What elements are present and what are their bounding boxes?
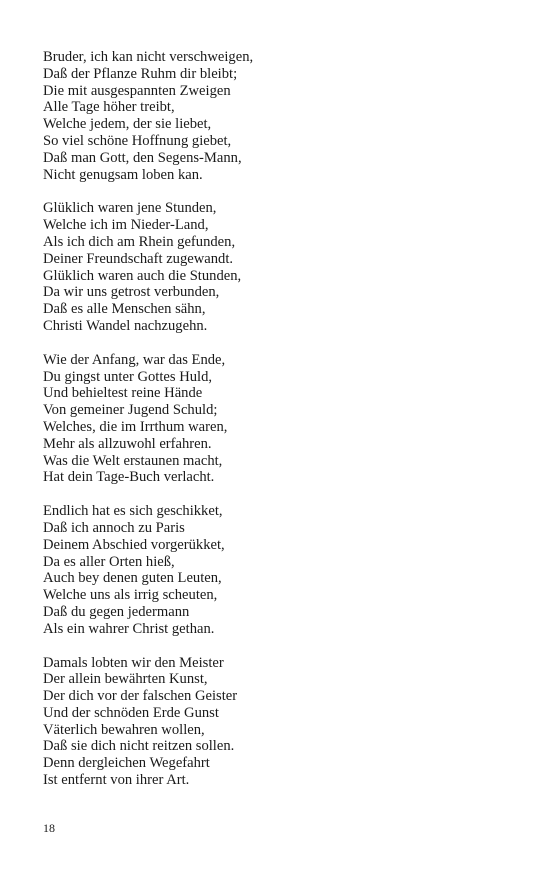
verse-line: So viel schöne Hoffnung giebet,: [43, 132, 232, 149]
verse-line: Damals lobten wir den Meister: [43, 654, 224, 671]
verse-line: Der allein bewährten Kunst,: [43, 671, 208, 688]
verse-line: Deinem Abschied vorgerükket,: [43, 536, 225, 553]
verse-line: Endlich hat es sich geschikket,: [43, 503, 223, 520]
verse-line: Glüklich waren jene Stunden,: [43, 200, 217, 217]
verse-line: Daß es alle Menschen sähn,: [43, 301, 206, 318]
verse-line: Glüklich waren auch die Stunden,: [43, 267, 242, 284]
verse-line: Daß der Pflanze Ruhm dir bleibt;: [43, 65, 238, 82]
verse-line: Daß du gegen jedermann: [43, 603, 190, 620]
verse-line: Väterlich bewahren wollen,: [43, 721, 205, 738]
verse-line: Nicht genugsam loben kan.: [43, 166, 203, 183]
stanza-5: [43, 655, 513, 789]
verse-line: Und behieltest reine Hände: [43, 385, 203, 402]
verse-line: Da es aller Orten hieß,: [43, 553, 175, 570]
verse-line: Daß ich annoch zu Paris: [43, 519, 185, 536]
verse-line: Bruder, ich kan nicht verschweigen,: [43, 49, 254, 65]
verse-line: Die mit ausgespannten Zweigen: [43, 82, 231, 99]
page-number: 18: [43, 821, 55, 835]
verse-line: Als ich dich am Rhein gefunden,: [43, 233, 236, 250]
verse-line: Von gemeiner Jugend Schuld;: [43, 402, 218, 419]
verse-line: Auch bey denen guten Leuten,: [43, 570, 222, 587]
verse-line: Welche ich im Nieder-Land,: [43, 217, 209, 234]
poem-text: [43, 49, 513, 806]
verse-line: Deiner Freundschaft zugewandt.: [43, 250, 234, 267]
verse-line: Du gingst unter Gottes Huld,: [43, 368, 213, 385]
verse-line: Alle Tage höher treibt,: [43, 99, 175, 116]
stanza-1: [43, 49, 513, 183]
verse-line: Und der schnöden Erde Gunst: [43, 704, 219, 721]
verse-line: Daß sie dich nicht reitzen sollen.: [43, 738, 235, 755]
stanza-2: [43, 200, 513, 334]
verse-line: Da wir uns getrost verbunden,: [43, 284, 220, 301]
verse-line: Als ein wahrer Christ gethan.: [43, 620, 215, 637]
verse-line: Welches, die im Irrthum waren,: [43, 418, 228, 435]
verse-line: Daß man Gott, den Segens-Mann,: [43, 149, 242, 166]
verse-line: Was die Welt erstaunen macht,: [43, 452, 223, 469]
verse-line: Der dich vor der falschen Geister: [43, 688, 238, 705]
stanza-3: [43, 352, 513, 486]
verse-line: Christi Wandel nachzugehn.: [43, 317, 208, 334]
verse-line: Wie der Anfang, war das Ende,: [43, 351, 226, 368]
stanza-4: [43, 503, 513, 637]
verse-line: Mehr als allzuwohl erfahren.: [43, 435, 212, 452]
verse-line: Denn dergleichen Wegefahrt: [43, 755, 210, 772]
verse-line: Welche jedem, der sie liebet,: [43, 116, 212, 133]
verse-line: Hat dein Tage-Buch verlacht.: [43, 469, 215, 486]
verse-line: Ist entfernt von ihrer Art.: [43, 772, 190, 789]
verse-line: Welche uns als irrig scheuten,: [43, 587, 218, 604]
